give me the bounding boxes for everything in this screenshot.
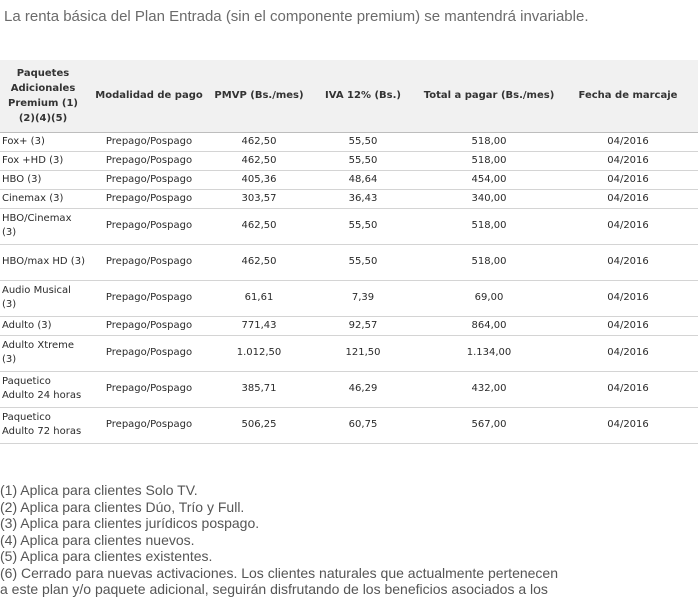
table-row bbox=[0, 208, 698, 244]
cell-modalidad: Prepago/Pospago bbox=[86, 371, 212, 407]
cell-iva: 55,50 bbox=[306, 132, 420, 151]
cell-total: 432,00 bbox=[420, 371, 558, 407]
cell-pmvp: 405,36 bbox=[212, 170, 306, 189]
cell-pmvp: 506,25 bbox=[212, 407, 306, 443]
cell-pmvp: 1.012,50 bbox=[212, 335, 306, 371]
cell-fecha: 04/2016 bbox=[558, 208, 698, 244]
cell-paquete: Audio Musical (3) bbox=[0, 280, 86, 316]
cell-fecha: 04/2016 bbox=[558, 132, 698, 151]
cell-iva: 36,43 bbox=[306, 189, 420, 208]
header-total: Total a pagar (Bs./mes) bbox=[420, 60, 558, 132]
cell-total: 518,00 bbox=[420, 132, 558, 151]
cell-modalidad: Prepago/Pospago bbox=[86, 316, 212, 335]
table-header-row bbox=[0, 60, 698, 132]
cell-fecha: 04/2016 bbox=[558, 189, 698, 208]
footnotes bbox=[0, 482, 700, 598]
cell-paquete: Paquetico Adulto 72 horas bbox=[0, 407, 86, 443]
table-row bbox=[0, 407, 698, 443]
cell-iva: 7,39 bbox=[306, 280, 420, 316]
cell-fecha: 04/2016 bbox=[558, 335, 698, 371]
table-row bbox=[0, 132, 698, 151]
cell-iva: 46,29 bbox=[306, 371, 420, 407]
cell-modalidad: Prepago/Pospago bbox=[86, 151, 212, 170]
pricing-table bbox=[0, 60, 698, 444]
intro-text: La renta básica del Plan Entrada (sin el componente premium) se mantendrá invariable. bbox=[4, 8, 589, 25]
cell-modalidad: Prepago/Pospago bbox=[86, 170, 212, 189]
cell-iva: 55,50 bbox=[306, 208, 420, 244]
cell-pmvp: 771,43 bbox=[212, 316, 306, 335]
cell-pmvp: 462,50 bbox=[212, 244, 306, 280]
cell-total: 567,00 bbox=[420, 407, 558, 443]
cell-iva: 121,50 bbox=[306, 335, 420, 371]
header-iva: IVA 12% (Bs.) bbox=[306, 60, 420, 132]
header-paquetes: Paquetes Adicionales Premium (1) (2)(4)(5) bbox=[0, 60, 86, 132]
cell-pmvp: 61,61 bbox=[212, 280, 306, 316]
cell-modalidad: Prepago/Pospago bbox=[86, 208, 212, 244]
cell-paquete: HBO/Cinemax (3) bbox=[0, 208, 86, 244]
cell-modalidad: Prepago/Pospago bbox=[86, 244, 212, 280]
cell-total: 518,00 bbox=[420, 208, 558, 244]
cell-paquete: Adulto Xtreme (3) bbox=[0, 335, 86, 371]
cell-paquete: Cinemax (3) bbox=[0, 189, 86, 208]
footnote: (3) Aplica para clientes jurídicos pospago. bbox=[0, 515, 260, 531]
header-pmvp: PMVP (Bs./mes) bbox=[212, 60, 306, 132]
cell-modalidad: Prepago/Pospago bbox=[86, 407, 212, 443]
cell-fecha: 04/2016 bbox=[558, 371, 698, 407]
cell-paquete: HBO/max HD (3) bbox=[0, 244, 86, 280]
footnote: (5) Aplica para clientes existentes. bbox=[0, 548, 213, 564]
cell-paquete: Paquetico Adulto 24 horas bbox=[0, 371, 86, 407]
cell-total: 864,00 bbox=[420, 316, 558, 335]
cell-fecha: 04/2016 bbox=[558, 151, 698, 170]
cell-modalidad: Prepago/Pospago bbox=[86, 335, 212, 371]
table-row bbox=[0, 371, 698, 407]
cell-modalidad: Prepago/Pospago bbox=[86, 189, 212, 208]
footnote: (1) Aplica para clientes Solo TV. bbox=[0, 482, 198, 498]
cell-total: 69,00 bbox=[420, 280, 558, 316]
cell-iva: 48,64 bbox=[306, 170, 420, 189]
footnote: a este plan y/o paquete adicional, seguirán disfrutando de los beneficios asociados a los bbox=[0, 581, 548, 597]
table-row bbox=[0, 316, 698, 335]
cell-total: 518,00 bbox=[420, 244, 558, 280]
cell-pmvp: 462,50 bbox=[212, 208, 306, 244]
table-row bbox=[0, 280, 698, 316]
cell-total: 518,00 bbox=[420, 151, 558, 170]
cell-pmvp: 303,57 bbox=[212, 189, 306, 208]
table-row bbox=[0, 189, 698, 208]
cell-iva: 60,75 bbox=[306, 407, 420, 443]
cell-modalidad: Prepago/Pospago bbox=[86, 280, 212, 316]
cell-fecha: 04/2016 bbox=[558, 316, 698, 335]
cell-pmvp: 462,50 bbox=[212, 132, 306, 151]
cell-modalidad: Prepago/Pospago bbox=[86, 132, 212, 151]
footnote: (2) Aplica para clientes Dúo, Trío y Full. bbox=[0, 498, 245, 515]
cell-pmvp: 462,50 bbox=[212, 151, 306, 170]
table-row bbox=[0, 244, 698, 280]
cell-paquete: Fox +HD (3) bbox=[0, 151, 86, 170]
header-fecha: Fecha de marcaje bbox=[558, 60, 698, 132]
footnote: (4) Aplica para clientes nuevos. bbox=[0, 531, 195, 548]
cell-fecha: 04/2016 bbox=[558, 407, 698, 443]
cell-paquete: Adulto (3) bbox=[0, 316, 86, 335]
cell-iva: 92,57 bbox=[306, 316, 420, 335]
cell-total: 340,00 bbox=[420, 189, 558, 208]
table-row bbox=[0, 151, 698, 170]
cell-paquete: HBO (3) bbox=[0, 170, 86, 189]
cell-fecha: 04/2016 bbox=[558, 244, 698, 280]
cell-iva: 55,50 bbox=[306, 151, 420, 170]
cell-fecha: 04/2016 bbox=[558, 280, 698, 316]
cell-total: 1.134,00 bbox=[420, 335, 558, 371]
table-row bbox=[0, 335, 698, 371]
cell-iva: 55,50 bbox=[306, 244, 420, 280]
table-row bbox=[0, 170, 698, 189]
footnote: (6) Cerrado para nuevas activaciones. Los clientes naturales que actualmente pertenecen bbox=[0, 564, 558, 581]
cell-paquete: Fox+ (3) bbox=[0, 132, 86, 151]
cell-pmvp: 385,71 bbox=[212, 371, 306, 407]
header-modalidad: Modalidad de pago bbox=[86, 60, 212, 132]
cell-fecha: 04/2016 bbox=[558, 170, 698, 189]
cell-total: 454,00 bbox=[420, 170, 558, 189]
